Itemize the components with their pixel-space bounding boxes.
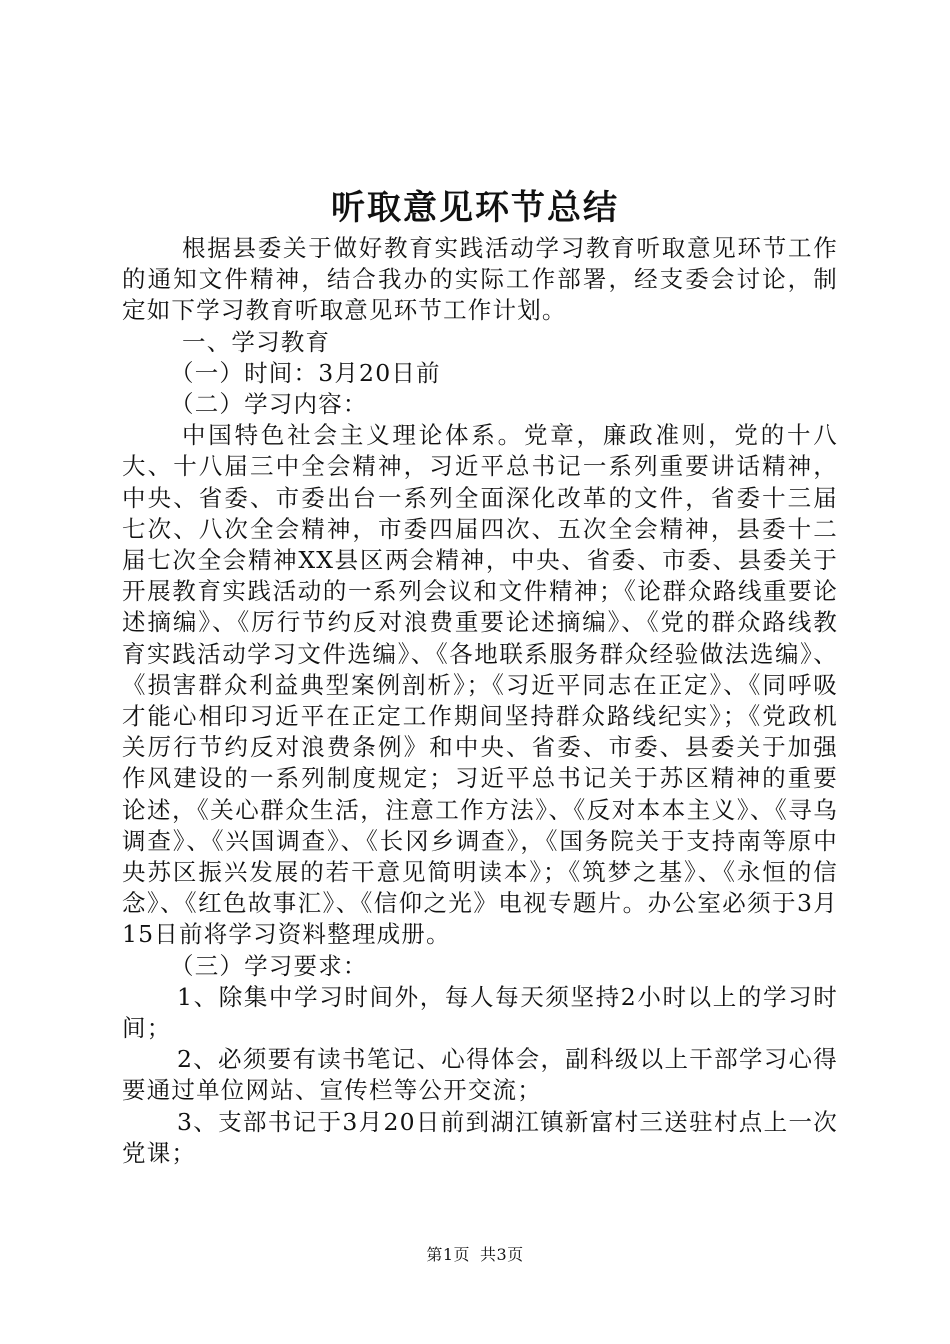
page-total: 共3页 bbox=[480, 1245, 524, 1264]
document-title: 听取意见环节总结 bbox=[331, 188, 619, 228]
requirement-item-2: 2、必须要有读书笔记、心得体会，副科级以上干部学习心得要通过单位网站、宣传栏等公开交流； bbox=[122, 1045, 838, 1105]
page-footer bbox=[0, 1242, 950, 1265]
page-number: 第1页 bbox=[426, 1245, 470, 1264]
heading-study-education: 一、学习教育 bbox=[182, 327, 331, 356]
document-body bbox=[122, 233, 838, 1169]
requirement-item-3: 3、支部书记于3月20日前到湖江镇新富村三送驻村点上一次党课； bbox=[122, 1107, 838, 1167]
paragraph-intro: 根据县委关于做好教育实践活动学习教育听取意见环节工作的通知文件精神，结合我办的实际工作部署，经支委会讨论，制定如下学习教育听取意见环节工作计划。 bbox=[122, 234, 838, 325]
subheading-requirements: （三）学习要求： bbox=[170, 951, 368, 980]
paragraph-study-content: 中国特色社会主义理论体系。党章，廉政准则，党的十八大、十八届三中全会精神，习近平总书记一系列重要讲话精神，中央、省委、市委出台一系列全面深化改革的文件，省委十三届七次、八次全会精神，市委四届四次、五次全会精神，县委十二届七次全会精神XX县区两会精神，中央、省委、市委、县委关于开展教育实践活动的一系列会议和文件精神；《论群众路线重要论述摘编》、《厉行节约反对浪费重要论述摘编》、《党的群众路线教育实践活动学习文件选编》、《各地联系服务群众经验做法选编》、《损害群众利益典型案例剖析》；《习近平同志在正定》、《同呼吸才能心相印习近平在正定工作期间坚持群众路线纪实》；《党政机关厉行节约反对浪费条例》和中央、省委、市委、县委关于加强作风建设的一系列制度规定；习近平总书记关于苏区精神的重要论述，《关心群众生活，注意工作方法》、《反对本本主义》、《寻乌调查》、《兴国调查》、《长冈乡调查》，《国务院关于支持南等原中央苏区振兴发展的若干意见简明读本》；《筑梦之基》、《永恒的信念》、《红色故事汇》、《信仰之光》电视专题片。办公室必须于3月15日前将学习资料整理成册。 bbox=[122, 421, 838, 949]
subheading-content: （二）学习内容： bbox=[170, 390, 368, 419]
subheading-time: （一）时间：3月20日前 bbox=[170, 358, 441, 387]
requirement-item-1: 1、除集中学习时间外，每人每天须坚持2小时以上的学习时间； bbox=[122, 982, 838, 1043]
